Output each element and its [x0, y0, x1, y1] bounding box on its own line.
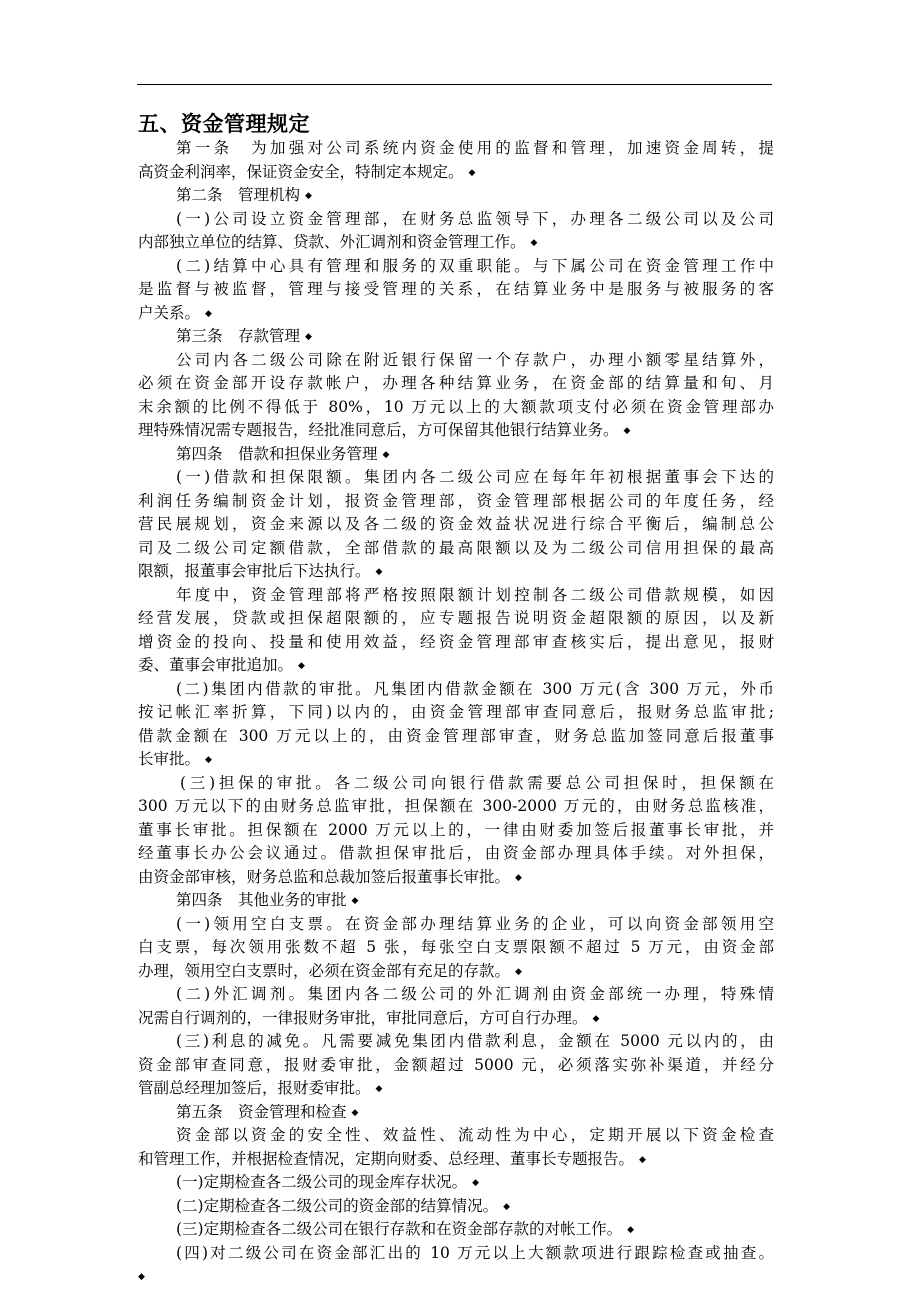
text-line-content: 和管理工作，并根据检查情况，定期向财委、总经理、董事长专题报告。	[138, 1149, 635, 1168]
paragraph-mark-icon: ◆	[515, 966, 522, 977]
text-line-content: 内部独立单位的结算、贷款、外汇调剂和资金管理工作。	[138, 233, 526, 251]
text-line-content: 第三条 存款管理	[176, 327, 301, 345]
text-line-content: 委、董事会审批追加。	[138, 656, 294, 674]
text-line	[138, 137, 774, 161]
header-rule	[137, 84, 772, 85]
text-line-content: 第二条 管理机构	[176, 186, 301, 204]
text-line-content: 末余额的比例不得低于 80%，10 万元以上的大额款项支付必须在资金管理部办	[138, 397, 774, 416]
text-line	[138, 725, 774, 749]
paragraph-mark-icon: ◆	[138, 1272, 145, 1282]
text-line-content: 经营发展，贷款或担保超限额的，应专题报告说明资金超限额的原因，以及新	[138, 609, 774, 627]
text-line-content: 理特殊情况需专题报告，经批准同意后，方可保留其他银行结算业务。	[138, 421, 619, 439]
text-line	[138, 1171, 774, 1195]
text-line-content: 户关系。	[138, 303, 201, 322]
text-line-content: 资金部以资金的安全性、效益性、流动性为中心，定期开展以下资金检查	[176, 1126, 774, 1144]
text-line-content: (一)定期检查各二级公司的现金库存状况。	[176, 1173, 468, 1191]
text-line	[138, 1124, 774, 1148]
text-line-content: 第四条 借款和担保业务管理	[176, 444, 378, 463]
text-line	[138, 443, 774, 467]
text-line	[138, 372, 774, 396]
text-line-content: 按记帐汇率折算，下同)以内的，由资金管理部审查同意后，报财务总监审批;	[138, 703, 774, 721]
text-line	[138, 419, 774, 443]
text-line	[138, 819, 774, 843]
paragraph-mark-icon: ◆	[639, 1154, 646, 1165]
text-line	[138, 349, 774, 373]
paragraph-mark-icon: ◆	[298, 661, 305, 671]
text-line-content: 白支票，每次领用张数不超 5 张，每张空白支票限额不超过 5 万元，由资金部	[138, 938, 774, 956]
text-line	[138, 161, 774, 185]
paragraph-mark-icon: ◆	[205, 755, 212, 765]
text-line	[138, 1148, 774, 1172]
text-line-content: 限额，报董事会审批后下达执行。	[138, 562, 371, 580]
text-line	[138, 960, 774, 984]
paragraph-mark-icon: ◆	[305, 191, 312, 201]
text-line	[138, 396, 774, 420]
text-line	[138, 1101, 774, 1125]
paragraph-mark-icon: ◆	[382, 449, 390, 460]
paragraph-mark-icon: ◆	[351, 1107, 359, 1118]
text-line	[138, 1242, 774, 1266]
paragraph-mark-icon: ◆	[205, 308, 212, 319]
text-line-content: 第一条 为加强对公司系统内资金使用的监督和管理，加速资金周转，提	[176, 139, 774, 157]
text-line	[138, 302, 774, 326]
text-line	[138, 1054, 774, 1078]
text-line	[138, 513, 774, 537]
text-line	[138, 795, 774, 819]
text-line-content: 管副总经理加签后，报财委审批。	[138, 1079, 371, 1097]
text-line	[138, 913, 774, 937]
text-line-content: 经董事长办公会议通过。借款担保审批后，由资金部办理具体手续。对外担保，	[138, 844, 774, 862]
text-line	[138, 631, 774, 655]
text-line	[138, 560, 774, 584]
text-line	[138, 866, 774, 890]
text-line-content: (一)借款和担保限额。集团内各二级公司应在每年年初根据董事会下达的	[176, 468, 774, 486]
paragraph-mark-icon: ◆	[530, 238, 538, 248]
text-line-content: (三)定期检查各二级公司在银行存款和在资金部存款的对帐工作。	[176, 1220, 623, 1238]
paragraph-mark-icon: ◆	[623, 426, 631, 436]
text-line-content: (二)外汇调剂。集团内各二级公司的外汇调剂由资金部统一办理，特殊情	[176, 985, 774, 1003]
text-line	[138, 772, 774, 796]
text-line	[138, 678, 774, 702]
text-line-content: 公司内各二级公司除在附近银行保留一个存款户，办理小额零星结算外，	[176, 350, 774, 369]
text-line-content: 必须在资金部开设存款帐户，办理各种结算业务，在资金部的结算量和旬、月	[138, 374, 774, 392]
text-line	[138, 1195, 774, 1219]
text-line	[138, 654, 774, 678]
paragraph-mark-icon: ◆	[375, 567, 383, 577]
text-line	[138, 584, 774, 608]
paragraph-mark-icon: ◆	[351, 896, 359, 906]
text-line-content: 营民展规划，资金来源以及各二级的资金效益状况进行综合平衡后，编制总公	[138, 515, 774, 533]
text-line	[138, 1218, 774, 1242]
text-line	[138, 231, 774, 255]
text-line-content: (二)集团内借款的审批。凡集团内借款金额在 300 万元(含 300 万元，外币	[176, 679, 774, 698]
text-line-content: (一)公司设立资金管理部，在财务总监领导下，办理各二级公司以及公司	[176, 209, 774, 228]
text-line-content: 年度中，资金管理部将严格按照限额计划控制各二级公司借款规模，如因	[176, 585, 774, 604]
text-line	[138, 701, 774, 725]
paragraph-mark-icon: ◆	[515, 872, 522, 883]
text-line	[138, 983, 774, 1007]
text-line-content: 资金部审查同意，报财委审批，金额超过 5000 元，必须落实弥补渠道，并经分	[138, 1055, 774, 1074]
text-line-content: 司及二级公司定额借款，全部借款的最高限额以及为二级公司信用担保的最高	[138, 538, 774, 557]
text-line-content: 由资金部审核，财务总监和总裁加签后报董事长审批。	[138, 867, 511, 886]
paragraph-mark-icon: ◆	[375, 1084, 383, 1094]
paragraph-mark-icon: ◆	[503, 1201, 511, 1212]
paragraph-mark-icon: ◆	[468, 167, 476, 178]
paragraph-mark-icon: ◆	[592, 1013, 600, 1024]
text-line	[138, 537, 774, 561]
text-line	[138, 184, 774, 208]
text-line-content: 300 万元以下的由财务总监审批，担保额在 300-2000 万元的，由财务总监核准，	[138, 797, 774, 815]
text-line-content: 利润任务编制资金计划，报资金管理部，资金管理部根据公司的年度任务，经	[138, 491, 774, 510]
text-line	[138, 936, 774, 960]
text-line	[138, 1030, 774, 1054]
text-line	[138, 278, 774, 302]
text-line-content: (三)利息的减免。凡需要减免集团内借款利息，金额在 5000 元以内的，由	[176, 1032, 774, 1050]
section-title: 五、资金管理规定	[138, 112, 310, 136]
text-line	[138, 748, 774, 772]
text-line-content: (一)领用空白支票。在资金部办理结算业务的企业，可以向资金部领用空	[176, 914, 774, 933]
text-line	[138, 208, 774, 232]
text-line	[138, 325, 774, 349]
text-line-content: 第四条 其他业务的审批	[176, 891, 347, 909]
text-line	[138, 607, 774, 631]
regulation-body	[138, 137, 774, 1289]
text-line	[138, 842, 774, 866]
text-line	[138, 1265, 774, 1289]
text-line	[138, 1007, 774, 1031]
text-line-content: 长审批。	[138, 750, 201, 768]
text-line-content: 办理，领用空白支票时，必须在资金部有充足的存款。	[138, 961, 511, 980]
text-line	[138, 255, 774, 279]
text-line	[138, 466, 774, 490]
text-line	[138, 1077, 774, 1101]
text-line-content: 董事长审批。担保额在 2000 万元以上的，一律由财委加签后报董事长审批，并	[138, 820, 774, 839]
paragraph-mark-icon: ◆	[472, 1178, 480, 1188]
text-line-content: 借款金额在 300 万元以上的，由资金管理部审查，财务总监加签同意后报董事	[138, 726, 774, 745]
text-line-content: (二)结算中心具有管理和服务的双重职能。与下属公司在资金管理工作中	[176, 256, 774, 275]
text-line-content: (四)对二级公司在资金部汇出的 10 万元以上大额款项进行跟踪检查或抽查。	[176, 1243, 774, 1262]
text-line	[138, 490, 774, 514]
paragraph-mark-icon: ◆	[305, 332, 312, 342]
text-line-content: 增资金的投向、投量和使用效益，经资金管理部审查核实后，提出意见，报财	[138, 632, 774, 651]
text-line-content: (三)担保的审批。各二级公司向银行借款需要总公司担保时，担保额在	[180, 773, 774, 792]
text-line-content: (二)定期检查各二级公司的资金部的结算情况。	[176, 1196, 499, 1215]
text-line-content: 况需自行调剂的，一律报财务审批，审批同意后，方可自行办理。	[138, 1008, 588, 1027]
text-line-content: 高资金利润率，保证资金安全，特制定本规定。	[138, 162, 464, 181]
paragraph-mark-icon: ◆	[627, 1225, 635, 1235]
text-line-content: 是监督与被监督，管理与接受管理的关系，在结算业务中是服务与被服务的客	[138, 280, 774, 298]
text-line	[138, 889, 774, 913]
text-line-content: 第五条 资金管理和检查	[176, 1102, 347, 1121]
